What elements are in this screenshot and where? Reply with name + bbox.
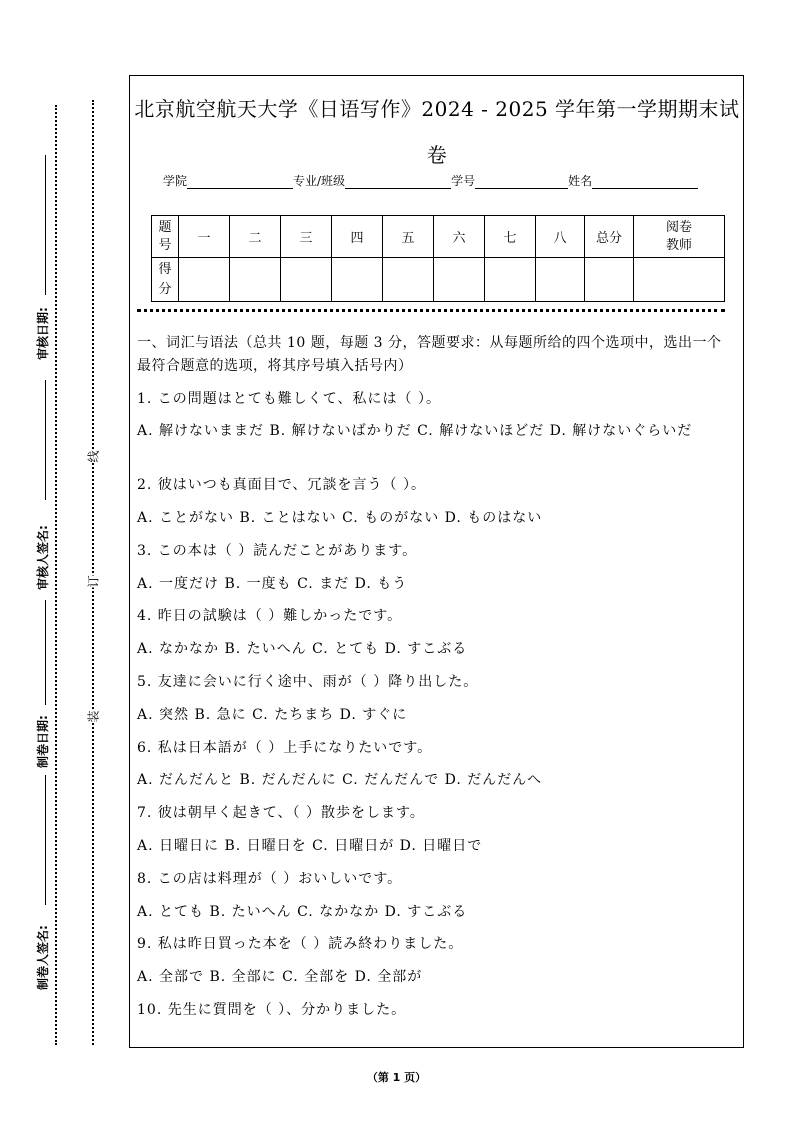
- separator-dotted-line: [137, 309, 725, 312]
- college-label: 学院: [163, 174, 188, 188]
- question-9: 9. 私は昨日買った本を（ ）読み終わりました。: [137, 936, 464, 952]
- exam-title: [133, 86, 741, 178]
- score-col: 三: [281, 216, 332, 258]
- margin-dotted-line: [55, 105, 57, 1045]
- options-7: A. 日曜日に B. 日曜日を C. 日曜日が D. 日曜日で: [137, 838, 483, 854]
- maker-date-label: 制卷日期:: [36, 715, 50, 768]
- section-heading: 一、词汇与语法（总共 10 题，每题 3 分，答题要求：从每题所给的四个选项中，选出一个最符合题意的选项，将其序号填入括号内）: [137, 335, 722, 374]
- options-4: A. なかなか B. たいへん C. とても D. すこぶる: [137, 641, 468, 657]
- review-date-line: [45, 155, 46, 295]
- exam-title-line1: 北京航空航天大学《日语写作》2024 - 2025 学年第一学期期末试: [134, 97, 740, 121]
- binding-dotted-line: [92, 100, 94, 1045]
- options-8: A. とても B. たいへん C. なかなか D. すこぶる: [137, 904, 468, 920]
- bind-mark-line: 线: [86, 450, 101, 463]
- question-7: 7. 彼は朝早く起きて、（ ）散歩をします。: [137, 805, 425, 821]
- bind-mark-bind: 装: [86, 710, 101, 723]
- student-info-row: [163, 172, 698, 189]
- exam-title-line2: 卷: [426, 143, 448, 167]
- score-col: 二: [230, 216, 281, 258]
- score-col: 六: [434, 216, 485, 258]
- score-cell[interactable]: [536, 258, 585, 302]
- question-4: 4. 昨日の試験は（ ）難しかったです。: [137, 608, 403, 624]
- question-8: 8. この店は料理が（ ）おいしいです。: [137, 871, 403, 887]
- score-cell[interactable]: [434, 258, 485, 302]
- question-6: 6. 私は日本語が（ ）上手になりたいです。: [137, 740, 433, 756]
- grader-cell[interactable]: [634, 258, 725, 302]
- score-col-total: 总分: [585, 216, 634, 258]
- score-cell[interactable]: [485, 258, 536, 302]
- grader-header: 阅卷 教师: [634, 216, 725, 258]
- score-cell[interactable]: [179, 258, 230, 302]
- options-3: A. 一度だけ B. 一度も C. まだ D. もう: [137, 576, 408, 592]
- review-date-label: 审核日期:: [36, 307, 50, 360]
- page-number: （第 1 页）: [366, 1071, 427, 1084]
- score-cell[interactable]: [230, 258, 281, 302]
- score-cell-total[interactable]: [585, 258, 634, 302]
- name-label: 姓名: [568, 174, 593, 188]
- score-col: 五: [383, 216, 434, 258]
- options-5: A. 突然 B. 急に C. たちまち D. すぐに: [137, 707, 408, 723]
- options-2: A. ことがない B. ことはない C. ものがない D. ものはない: [137, 510, 543, 526]
- question-5: 5. 友達に会いに行く途中、雨が（ ）降り出した。: [137, 674, 479, 690]
- score-cell[interactable]: [332, 258, 383, 302]
- reviewer-sign-line: [45, 380, 46, 500]
- name-field[interactable]: [592, 176, 698, 189]
- major-field[interactable]: [345, 176, 451, 189]
- question-2: 2. 彼はいつも真面目で、冗談を言う（ ）。: [137, 477, 426, 493]
- options-9: A. 全部で B. 全部に C. 全部を D. 全部が: [137, 969, 423, 985]
- score-col: 七: [485, 216, 536, 258]
- question-3: 3. この本は（ ）読んだことがあります。: [137, 543, 418, 559]
- reviewer-sign-label: 审核人签名:: [36, 525, 50, 590]
- question-10: 10. 先生に質問を（ ）、分かりました。: [137, 1002, 407, 1018]
- question-1: 1. この問題はとても難しくて、私には（ ）。: [137, 391, 441, 407]
- score-row-label: 得 分: [152, 258, 179, 302]
- score-cell[interactable]: [383, 258, 434, 302]
- score-table: [151, 215, 725, 302]
- score-col: 八: [536, 216, 585, 258]
- score-header-label: 题 号: [152, 216, 179, 258]
- score-col: 一: [179, 216, 230, 258]
- student-id-field[interactable]: [475, 176, 568, 189]
- student-id-label: 学号: [451, 174, 476, 188]
- bind-mark-order: 订: [86, 575, 101, 588]
- options-1: A. 解けないままだ B. 解けないばかりだ C. 解けないほどだ D. 解けないぐらいだ: [137, 423, 693, 439]
- major-label: 专业/班级: [293, 174, 346, 188]
- options-6: A. だんだんと B. だんだんに C. だんだんで D. だんだんへ: [137, 772, 543, 788]
- maker-date-line: [45, 600, 46, 705]
- score-cell[interactable]: [281, 258, 332, 302]
- score-col: 四: [332, 216, 383, 258]
- maker-sign-label: 制卷人签名:: [36, 925, 50, 990]
- maker-sign-line: [45, 775, 46, 905]
- college-field[interactable]: [187, 176, 293, 189]
